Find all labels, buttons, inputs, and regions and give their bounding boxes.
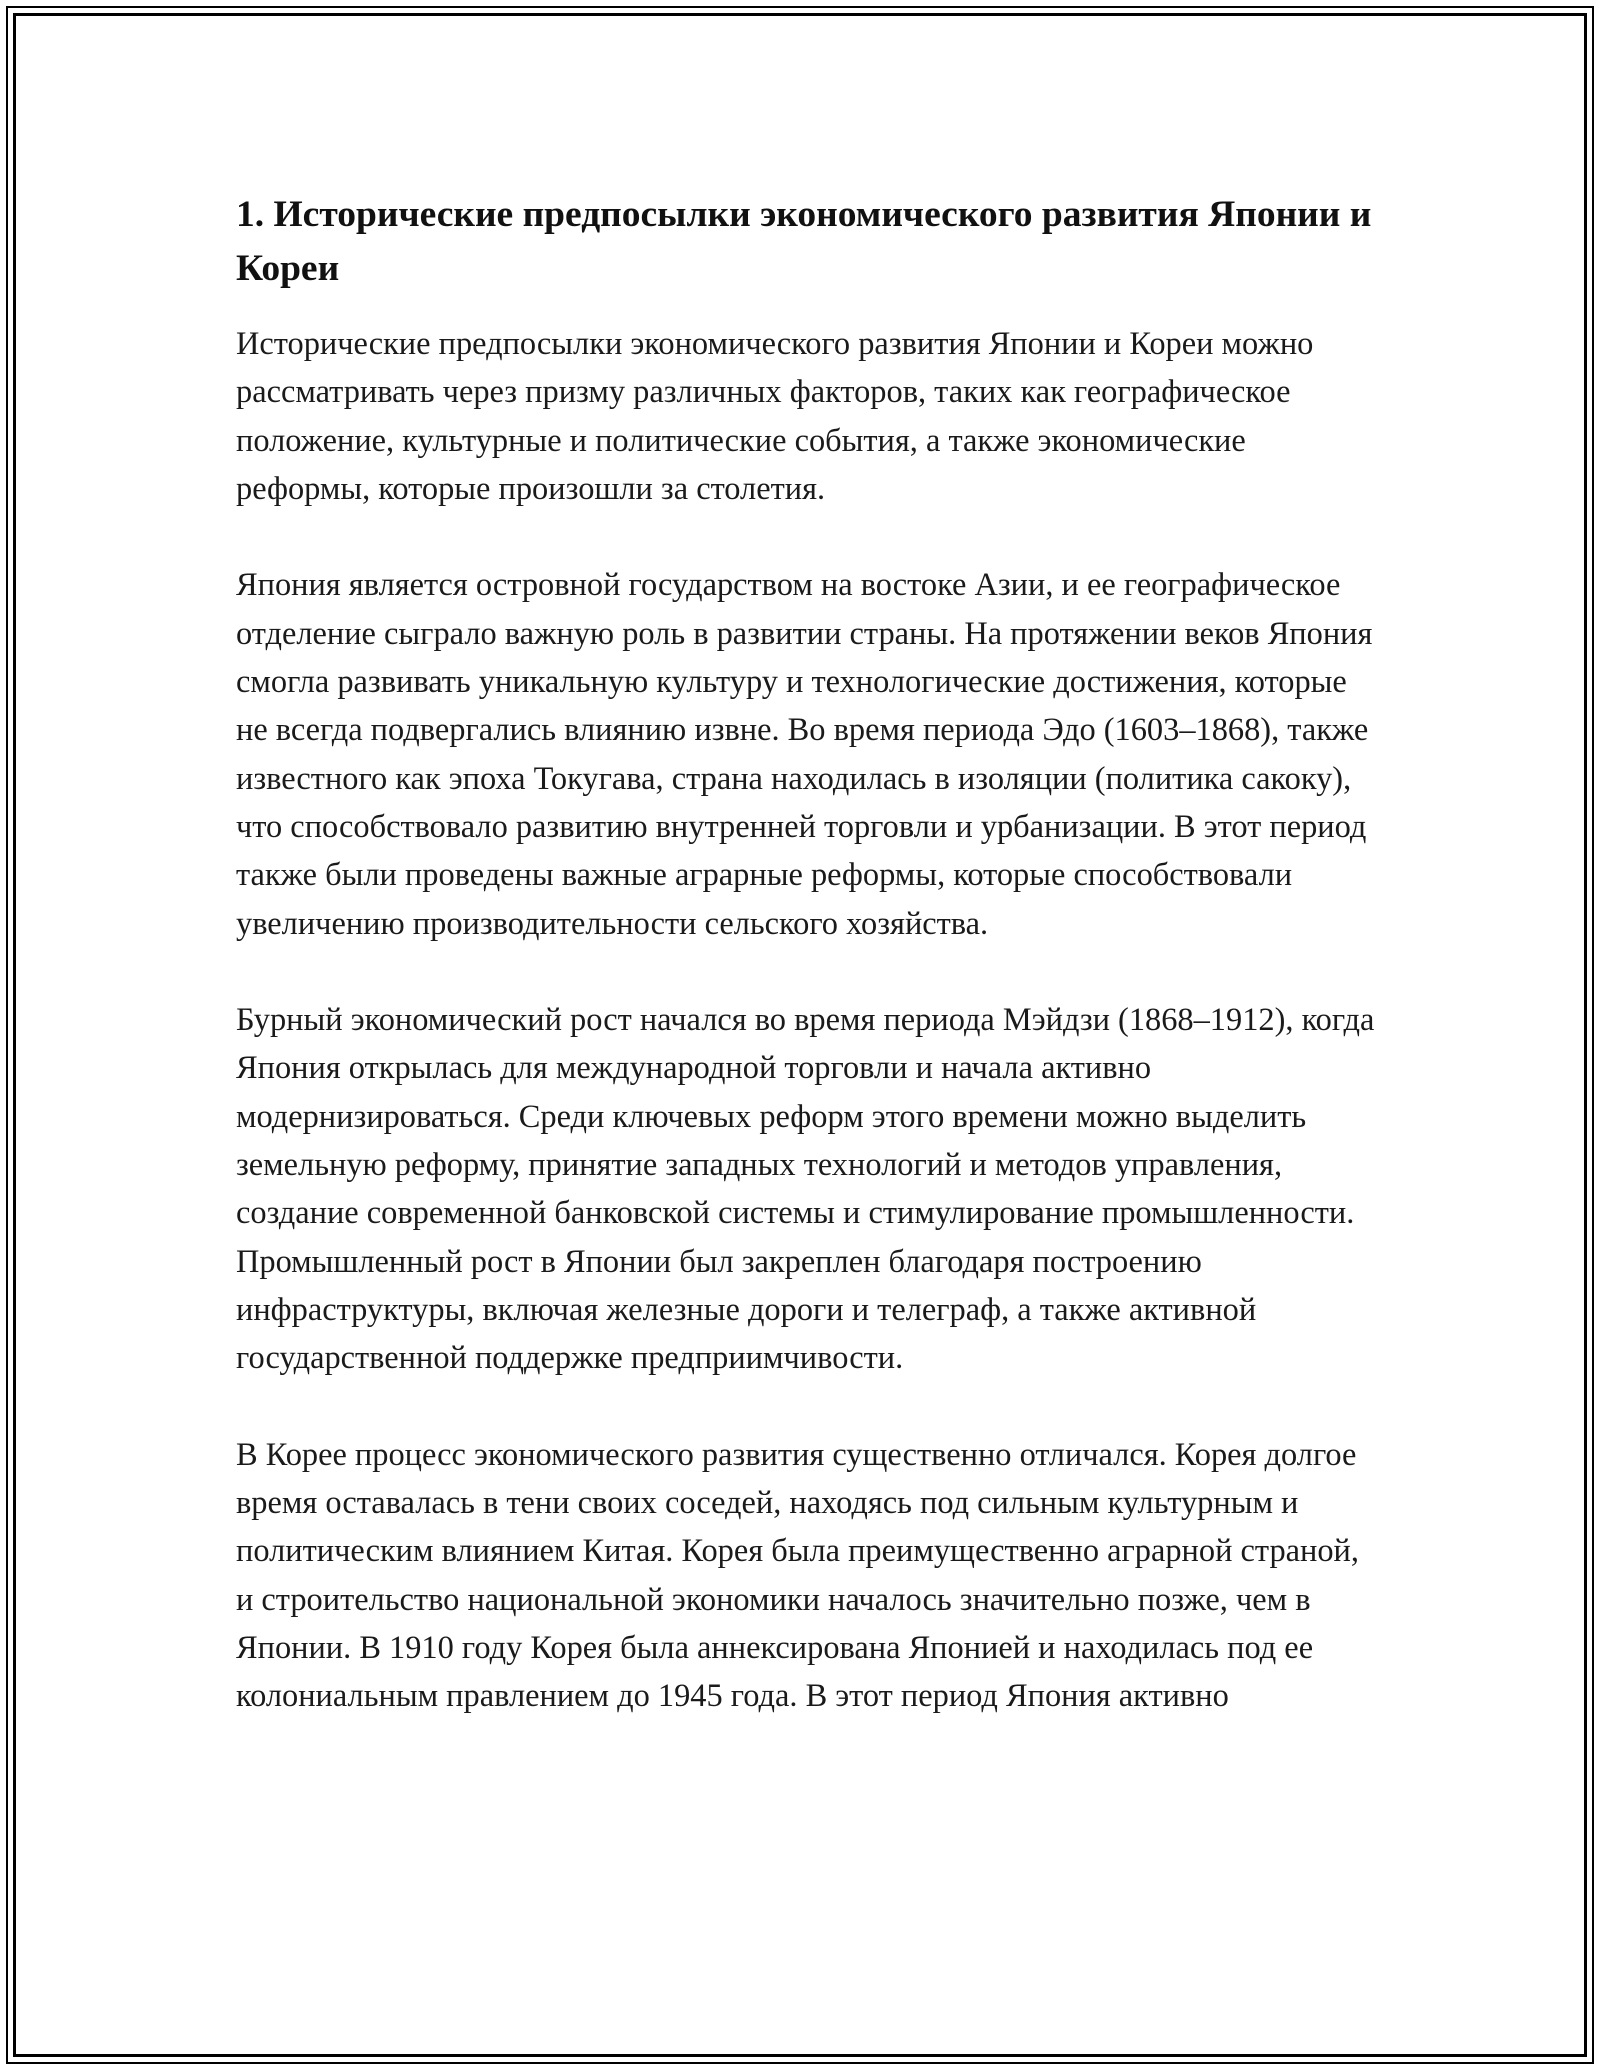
- section-heading: 1. Исторические предпосылки экономического развития Японии и Кореи: [236, 194, 1372, 289]
- paragraph-japan-edo: Япония является островной государством на востоке Азии, и ее географическое отделение сыграло важную роль в развитии страны. На протяжении веков Япония смогла развивать уникальную культуру и технологические достижения, которые не всегда подвергались влиянию извне. Во время периода Эдо (1603–1868), также известного как эпоха Токугава, страна находилась в изоляции (политика сакоку), что способствовало развитию внутренней торговли и урбанизации. В этот период также были проведены важные аграрные реформы, которые способствовали увеличению производительности сельского хозяйства.: [236, 567, 1373, 942]
- paragraph-japan-meiji: Бурный экономический рост начался во время периода Мэйдзи (1868–1912), когда Япония открылась для международной торговли и начала активно модернизироваться. Среди ключевых реформ этого времени можно выделить земельную реформу, принятие западных технологий и методов управления, создание современной банковской системы и стимулирование промышленности. Промышленный рост в Японии был закреплен благодаря построению инфраструктуры, включая железные дороги и телеграф, а также активной государственной поддержке предприимчивости.: [236, 1002, 1375, 1377]
- paragraph-intro: Исторические предпосылки экономического развития Японии и Кореи можно рассматривать через призму различных факторов, таких как географическое положение, культурные и политические события, а также экономические реформы, которые произошли за столетия.: [236, 326, 1314, 507]
- paragraph-korea: В Корее процесс экономического развития существенно отличался. Корея долгое время оставалась в тени своих соседей, находясь под сильным культурным и политическим влиянием Китая. Корея была преимущественно аграрной страной, и строительство национальной экономики началось значительно позже, чем в Японии. В 1910 году Корея была аннексирована Японией и находилась под ее колониальным правлением до 1945 года. В этот период Япония активно: [236, 1436, 1359, 1715]
- document-body: [236, 188, 1376, 1769]
